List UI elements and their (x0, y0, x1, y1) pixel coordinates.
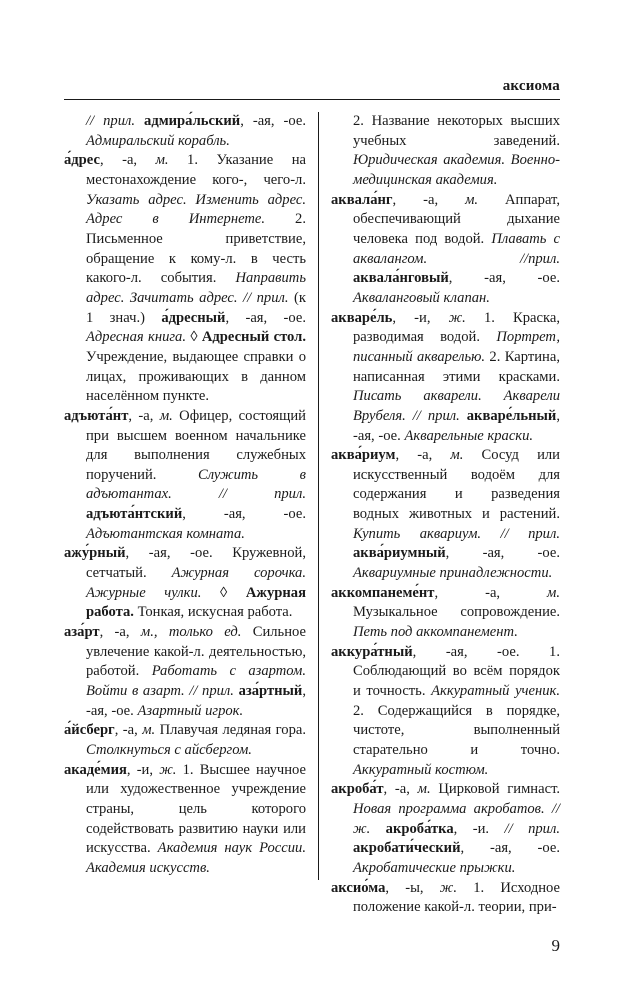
right-column (331, 112, 560, 918)
page-number: 9 (551, 936, 560, 955)
headword: аквала́нговый (353, 270, 449, 287)
italic-text: Столкнуться с айсбергом. (86, 742, 252, 758)
headword: акваре́ль (331, 309, 393, 326)
definition-text: , -и. (453, 820, 505, 837)
definition-text: Учреждение, выдающее справки о лицах, проживающих в данном населённом пункте. (86, 348, 306, 405)
headword: акроба́тка (385, 820, 454, 837)
italic-text: Академия наук России. Академия искусств. (86, 840, 306, 876)
italic-text: Служить в адъютантах. // прил. (86, 466, 306, 503)
header-rule (64, 99, 560, 100)
dictionary-entry (64, 761, 306, 879)
dictionary-entry (331, 191, 560, 309)
dictionary-entry (331, 309, 560, 447)
headword: аква́риум (331, 447, 396, 464)
dictionary-entry (64, 544, 306, 623)
headword: аккомпанеме́нт (331, 584, 435, 601)
definition-text: , -а, (99, 624, 141, 641)
italic-text: // прил. (504, 820, 560, 837)
headword: адъюта́нтский (86, 506, 183, 523)
italic-text: м., только ед. (140, 624, 242, 641)
headword: аксио́ма (331, 879, 386, 896)
definition-text: 1. Высшее научное или художественное учреждение страны, цель которого содействовать развитию науки или искусства. (86, 761, 307, 857)
italic-text: ж. (159, 761, 177, 778)
italic-text: Плавать с аквалангом. //прил. (353, 230, 561, 267)
headword: адмира́льский (144, 113, 241, 129)
definition-text: 1. Краска, разводимая водой. (353, 309, 560, 346)
italic-text: Указать адрес. Изменить адрес. Адрес в Интернете. (86, 191, 306, 228)
definition-text: , -ы, (385, 879, 440, 896)
definition-text: Офицер, состоящий при высшем военном начальнике для выполнения служебных поручений. (86, 407, 306, 483)
italic-text: Адмиральский корабль. (86, 132, 230, 149)
definition-text: , -а, (114, 722, 143, 739)
definition-text: Плавучая ледяная гора. (155, 722, 307, 739)
italic-text: м. (155, 152, 169, 169)
dictionary-entry (64, 407, 306, 545)
italic-text: Работать с азартом. Войти в азарт. // прил. (86, 663, 306, 700)
italic-text: Акробатические прыжки. (353, 859, 516, 876)
italic-text: м. (547, 584, 560, 601)
definition-text: 1. Указание на местонахождение кого-, чего-л. (86, 152, 306, 188)
definition-text: , -а, (128, 407, 160, 424)
headword: аквала́нг (331, 191, 393, 208)
headword: аза́рт (64, 624, 100, 641)
headword: акваре́льный (466, 407, 557, 424)
dictionary-entry (64, 721, 306, 760)
definition-text: 2. Письменное приветствие, обращение к кому-л. в честь какого-л. события. (86, 211, 306, 287)
definition-text: 1. Исходное положение какой-л. теории, при- (353, 879, 561, 916)
definition-text: Сосуд или искусственный водоём для содержания и разведения водных животных и растений. (353, 447, 560, 523)
headword: аква́риумный (353, 545, 446, 562)
definition-text: , -а, (383, 781, 418, 798)
italic-text: Аккуратный ученик. (431, 683, 561, 700)
definition-text: Аппарат, обеспечивающий дыхание человека под водой. (353, 191, 560, 247)
italic-text: Аквариумные принадлежности. (353, 565, 553, 582)
italic-text: м. (450, 447, 464, 464)
column-divider (318, 112, 319, 880)
definition-text: , -ая, -ое. Кружевной, сетчатый. (86, 545, 306, 582)
headword: адъюта́нт (64, 407, 129, 424)
italic-text: Акваланговый клапан. (353, 289, 490, 306)
italic-text: Адресная книга. (86, 329, 187, 346)
italic-text: Ажурная сорочка. Ажурные чулки. (86, 565, 306, 601)
definition-text: Сильное увлечение какой-л. деятельностью, работой. (86, 624, 306, 680)
italic-text: Азартный игрок. (137, 702, 244, 719)
definition-text: , -а, (395, 447, 451, 464)
italic-text: м. (159, 407, 173, 424)
definition-text: , -ая, -ое. (225, 309, 306, 326)
headword: акаде́мия (64, 761, 127, 778)
italic-text: Портрет, писанный акварелью. (353, 329, 560, 365)
dictionary-entry (331, 879, 560, 918)
italic-text: Юридическая академия. Военно-медицинская академия. (353, 152, 560, 188)
italic-text: м. (417, 781, 431, 798)
headword: аза́ртный (238, 683, 303, 700)
definition-text: , -ая, -ое. (448, 270, 560, 287)
italic-text: м. (465, 191, 479, 208)
definition-text: 2. Название некоторых высших учебных заведений. (353, 113, 560, 149)
definition-text: , -а, (434, 584, 548, 601)
definition-text: , -ая, -ое. 1. Соблюдающий во всём порядок и точность. (353, 643, 560, 700)
italic-text: Петь под аккомпанемент. (353, 624, 518, 641)
italic-text: Акварельные краски. (404, 427, 534, 444)
headword: а́дресный (161, 309, 226, 326)
definition-text: ◊ (201, 584, 246, 601)
definition-text: 2. Картина, написанная этими красками. (353, 348, 560, 385)
italic-text: Писать акварели. Акварели Врубеля. // прил. (353, 388, 560, 424)
italic-text: Аккуратный костюм. (353, 761, 489, 778)
left-column (64, 112, 306, 879)
dictionary-entry (331, 446, 560, 584)
definition-text: Тонкая, искусная работа. (133, 604, 293, 621)
definition-text: , -ая, -ое. (182, 506, 306, 523)
headword: Адресный стол. (201, 329, 306, 346)
definition-text: , -и, (392, 309, 449, 326)
dictionary-entry (331, 584, 560, 643)
headword: акроба́т (331, 781, 384, 798)
dictionary-entry (64, 151, 306, 407)
italic-text: ж. (448, 309, 466, 326)
headword: а́йсберг (64, 722, 115, 739)
dictionary-entry (331, 643, 560, 781)
definition-text: , -ая, -ое. (445, 545, 560, 562)
italic-text: Купить аквариум. // прил. (353, 525, 560, 542)
italic-text: // прил. (86, 113, 145, 129)
definition-text: , -ая, -ое. (240, 113, 307, 129)
definition-text: 2. Содержащийся в порядке, чистоте, выполненный старательно и точно. (353, 702, 560, 758)
dictionary-entry (64, 623, 306, 721)
italic-text: м. (142, 722, 156, 739)
definition-text: , -ая, -ое. (353, 407, 560, 444)
italic-text: Адъютантская комната. (86, 525, 245, 542)
headword: акробати́ческий (353, 840, 461, 857)
definition-text: , -а, (99, 152, 156, 169)
headword: а́дрес (64, 152, 100, 169)
italic-text: Новая программа акробатов. // ж. (353, 800, 560, 837)
definition-text: ◊ (186, 329, 202, 346)
definition-text: (к 1 знач.) (86, 289, 306, 326)
headword: ажу́рный (64, 545, 126, 562)
entry-continuation (331, 112, 560, 191)
definition-text: , -а, (392, 191, 466, 208)
headword: Ажурная работа. (86, 584, 306, 621)
definition-text: Музыкальное сопровождение. (353, 604, 560, 621)
definition-text: , -ая, -ое. (86, 683, 306, 719)
definition-text: , -и, (126, 761, 160, 778)
italic-text: ж. (439, 879, 458, 896)
dictionary-entry (331, 780, 560, 878)
running-head: аксиома (502, 78, 560, 94)
definition-text: , -ая, -ое. (460, 840, 560, 857)
italic-text: Направить адрес. Зачитать адрес. // прил. (86, 270, 306, 306)
definition-text: Цирковой гимнаст. (430, 781, 560, 798)
entry-continuation (64, 112, 306, 151)
headword: аккура́тный (331, 643, 413, 660)
